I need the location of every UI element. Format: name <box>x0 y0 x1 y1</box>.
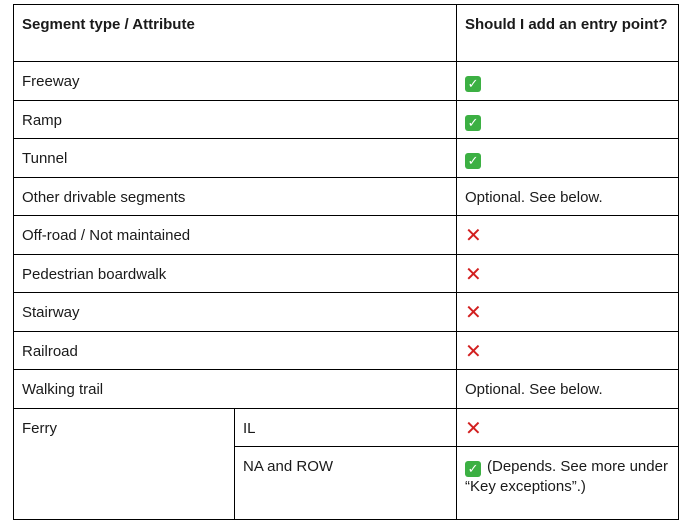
answer-cell <box>457 62 679 101</box>
table-row <box>14 139 679 178</box>
table-row <box>14 254 679 293</box>
answer-cell <box>457 216 679 255</box>
table-row <box>14 100 679 139</box>
cross-icon: ✕ <box>465 417 482 440</box>
segment-label: Walking trail <box>14 370 457 409</box>
segment-label: Railroad <box>14 331 457 370</box>
segment-label: Pedestrian boardwalk <box>14 254 457 293</box>
header-segment-type: Segment type / Attribute <box>14 5 457 62</box>
segment-label: Tunnel <box>14 139 457 178</box>
table-row <box>14 62 679 101</box>
segment-label: Off-road / Not maintained <box>14 216 457 255</box>
answer-cell <box>457 100 679 139</box>
table-row <box>14 370 679 409</box>
answer-cell <box>457 293 679 332</box>
answer-cell <box>457 254 679 293</box>
segment-label: Ramp <box>14 100 457 139</box>
attribute-label: NA and ROW <box>235 447 457 520</box>
cross-icon: ✕ <box>465 263 482 286</box>
segment-label: Other drivable segments <box>14 177 457 216</box>
cross-icon: ✕ <box>465 225 482 247</box>
answer-cell <box>457 139 679 178</box>
table-row <box>14 331 679 370</box>
answer-cell <box>457 331 679 370</box>
answer-note: (Depends. See more under “Key exceptions”.) <box>465 458 668 495</box>
header-entry-point: Should I add an entry point? <box>457 5 679 62</box>
check-icon: ✓ <box>465 461 481 477</box>
check-icon: ✓ <box>465 153 481 169</box>
answer-cell: Optional. See below. <box>457 177 679 216</box>
answer-cell <box>457 447 679 520</box>
table-row <box>14 216 679 255</box>
check-icon: ✓ <box>465 76 481 92</box>
table-row-ferry-il <box>14 408 679 447</box>
cross-icon: ✕ <box>465 302 482 324</box>
cross-icon: ✕ <box>465 340 482 363</box>
attribute-label: IL <box>235 408 457 447</box>
segment-label: Stairway <box>14 293 457 332</box>
entry-point-table <box>13 4 679 520</box>
table-row <box>14 293 679 332</box>
segment-label: Freeway <box>14 62 457 101</box>
answer-cell <box>457 408 679 447</box>
header-row <box>14 5 679 62</box>
answer-cell: Optional. See below. <box>457 370 679 409</box>
check-icon: ✓ <box>465 115 481 131</box>
table-row <box>14 177 679 216</box>
segment-label-ferry: Ferry <box>14 408 235 520</box>
